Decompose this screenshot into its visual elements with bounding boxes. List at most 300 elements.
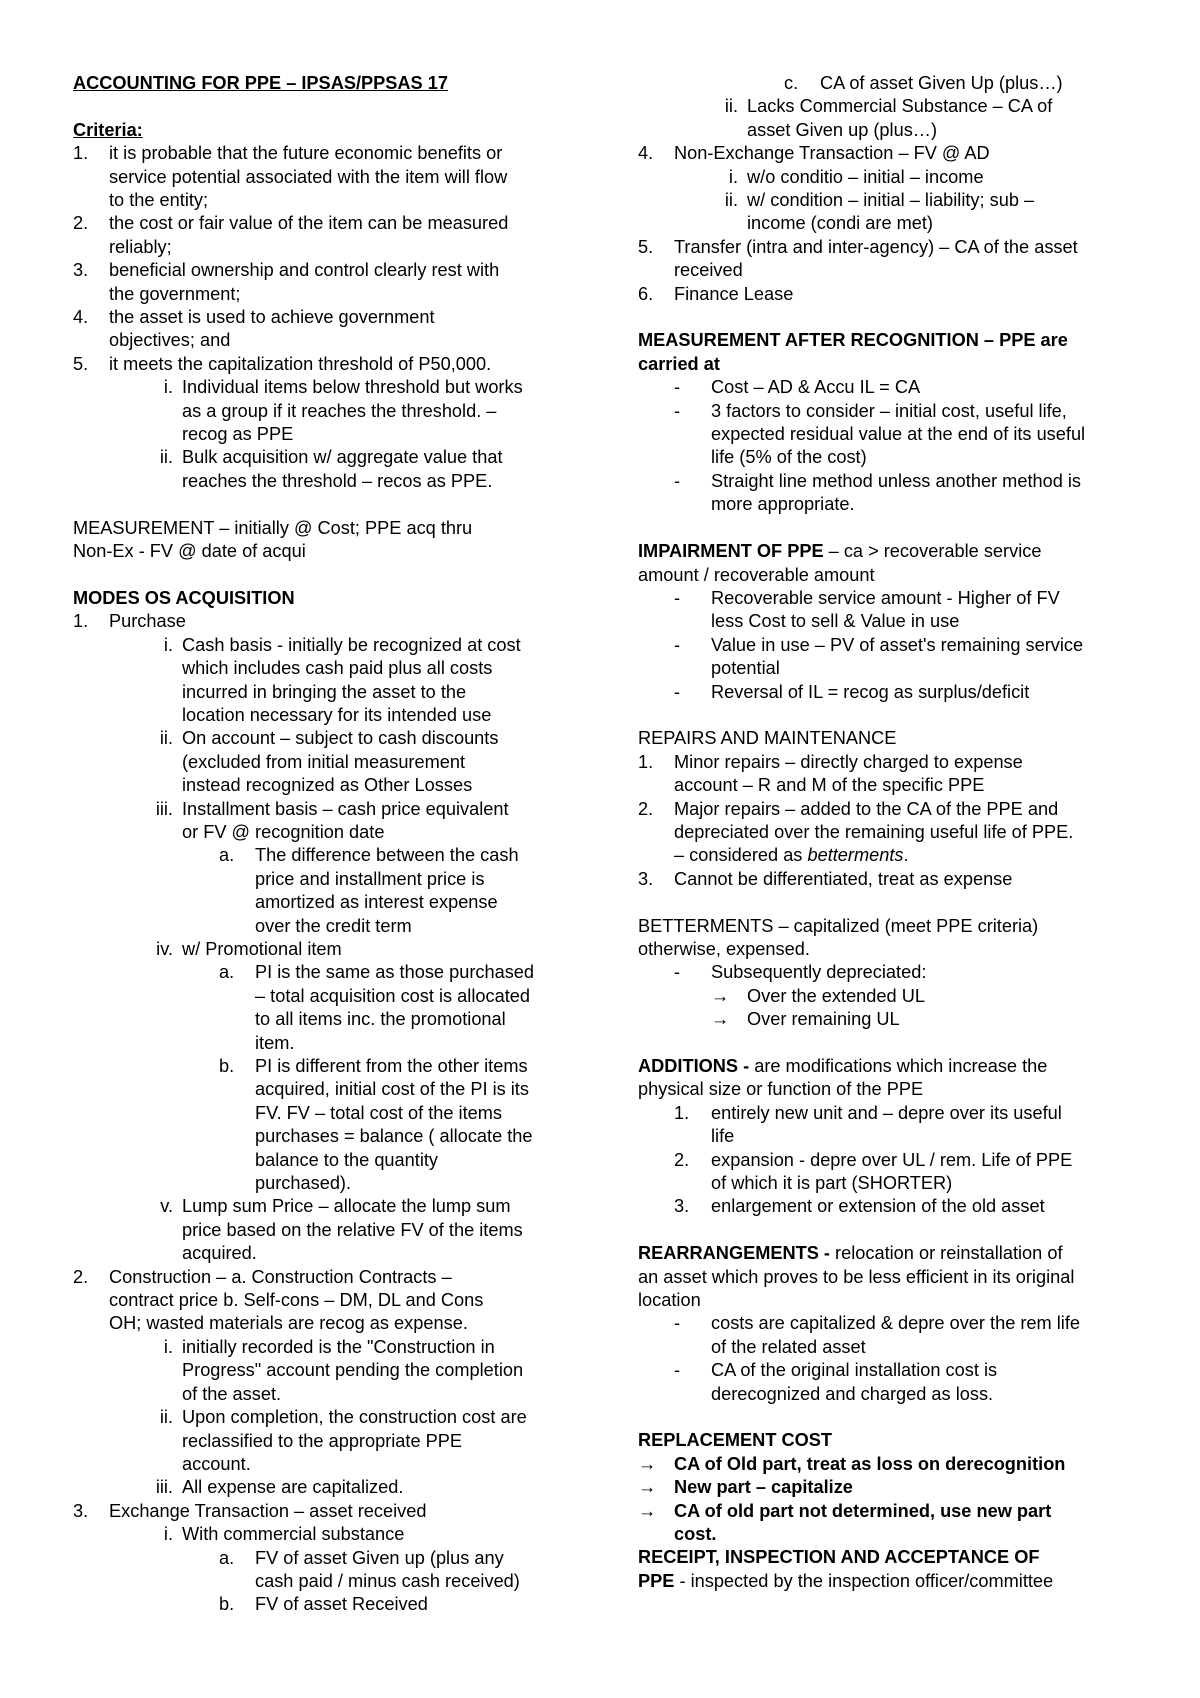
replacement-item-text: cost.	[674, 1524, 717, 1545]
construction-subitem-text: All expense are capitalized.	[182, 1477, 404, 1498]
repairs-item	[638, 798, 1138, 821]
purchase-subitem-continuation	[73, 751, 593, 774]
promo-subitem	[73, 961, 593, 984]
spacer	[73, 564, 593, 587]
lump-sum-item-continuation	[73, 1219, 593, 1242]
spacer	[638, 1219, 1138, 1242]
mar-item-text: Straight line method unless another method is	[711, 470, 1082, 491]
lacks-commercial-item	[638, 95, 1138, 118]
exchange-item-text: Exchange Transaction – asset received	[109, 1500, 427, 1521]
purchase-subitem-text: which includes cash paid plus all costs	[182, 658, 493, 679]
repairs-heading-text: REPAIRS AND MAINTENANCE	[638, 728, 897, 749]
nonexchange-subitem-text: income (condi are met)	[747, 213, 933, 234]
promo-subitem-continuation	[73, 1102, 593, 1125]
installment-subitem-text: The difference between the cash	[255, 845, 519, 866]
nonexchange-item-text: Non-Exchange Transaction – FV @ AD	[674, 143, 990, 164]
transfer-item-continuation	[638, 259, 1138, 282]
purchase-subitem-marker: iii.	[155, 798, 173, 819]
promo-subitem-marker: a.	[219, 962, 235, 983]
repairs-item-text: Cannot be differentiated, treat as expense	[674, 868, 1013, 889]
criteria-item	[73, 142, 593, 165]
criteria-item-text: service potential associated with the item will flow	[109, 166, 508, 187]
right-column	[638, 72, 1138, 1593]
promo-subitem-text: PI is the same as those purchased	[255, 962, 535, 983]
mar-item	[638, 470, 1138, 493]
betterments-text-span: otherwise, expensed.	[638, 938, 810, 959]
repairs-item	[638, 751, 1138, 774]
construction-subitem-marker: ii.	[159, 1407, 173, 1428]
construction-subitem-text: of the asset.	[182, 1383, 282, 1404]
nonexchange-item	[638, 142, 1138, 165]
additions-line-text: physical size or function of the PPE	[638, 1079, 924, 1100]
mar-heading-text: MEASUREMENT AFTER RECOGNITION – PPE are	[638, 330, 1068, 351]
additions-item-text: entirely new unit and – depre over its useful	[711, 1102, 1062, 1123]
purchase-item-marker: 1.	[73, 611, 89, 632]
promo-subitem-text: purchased).	[255, 1173, 352, 1194]
rearrangements-item-marker: -	[674, 1313, 681, 1334]
criteria-item	[73, 259, 593, 282]
impairment-heading-bold: IMPAIRMENT OF PPE	[638, 541, 824, 562]
betterments-text	[638, 938, 1138, 961]
exchange-item-marker: 3.	[73, 1500, 89, 1521]
additions-item	[638, 1195, 1138, 1218]
mar-item	[638, 400, 1138, 423]
purchase-subitem-text: instead recognized as Other Losses	[182, 775, 473, 796]
repairs-item-marker: 1.	[638, 751, 654, 772]
replacement-item-marker: →	[638, 1477, 657, 1498]
installment-subitem	[73, 844, 593, 867]
nonexchange-subitem-text: w/ condition – initial – liability; sub –	[747, 190, 1035, 211]
construction-subitem	[73, 1406, 593, 1429]
additions-item-marker: 3.	[674, 1196, 690, 1217]
criteria-item-text: to the entity;	[109, 190, 209, 211]
construction-subitem-text: initially recorded is the "Construction in	[182, 1336, 495, 1357]
mar-item-continuation	[638, 493, 1138, 516]
replacement-heading-text: REPLACEMENT COST	[638, 1430, 833, 1451]
criteria-item-text: it meets the capitalization threshold of P50,000.	[109, 353, 492, 374]
betterments-dash-item-marker: -	[674, 962, 681, 983]
mar-item-continuation	[638, 446, 1138, 469]
construction-subitem-continuation	[73, 1383, 593, 1406]
nonexchange-item-marker: 4.	[638, 143, 654, 164]
rearrangements-item	[638, 1312, 1138, 1335]
replacement-item-continuation	[638, 1523, 1138, 1546]
impairment-item-continuation	[638, 610, 1138, 633]
spacer	[73, 95, 593, 118]
mar-item-text: 3 factors to consider – initial cost, useful life,	[711, 400, 1067, 421]
promo-subitem-text: acquired, initial cost of the PI is its	[255, 1079, 529, 1100]
promo-subitem-continuation	[73, 1149, 593, 1172]
construction-subitem-text: Progress" account pending the completion	[182, 1360, 524, 1381]
installment-subitem-text: price and installment price is	[255, 868, 485, 889]
criteria-item-continuation	[73, 329, 593, 352]
additions-item	[638, 1149, 1138, 1172]
criteria-heading-text: Criteria:	[73, 119, 143, 140]
replacement-item	[638, 1453, 1138, 1476]
receipt-heading-text: RECEIPT, INSPECTION AND ACCEPTANCE OF	[638, 1547, 1040, 1568]
lump-sum-item-continuation	[73, 1242, 593, 1265]
mar-heading	[638, 353, 1138, 376]
exchange-item	[73, 1500, 593, 1523]
additions-item-text: enlargement or extension of the old asset	[711, 1196, 1045, 1217]
exchange-sub-subitem	[73, 1593, 593, 1616]
promo-subitem-text: balance to the quantity	[255, 1149, 439, 1170]
lacks-commercial-item-text: Lacks Commercial Substance – CA of	[747, 96, 1053, 117]
repairs-heading	[638, 727, 1138, 750]
impairment-item-text: Reversal of IL = recog as surplus/deficit	[711, 681, 1030, 702]
finance-lease-item-marker: 6.	[638, 283, 654, 304]
threshold-subitem-continuation	[73, 400, 593, 423]
repairs-item-continuation	[638, 774, 1138, 797]
exchange-sub-subitem-marker: a.	[219, 1547, 235, 1568]
lump-sum-item-text: acquired.	[182, 1243, 257, 1264]
purchase-item-text: Purchase	[109, 611, 186, 632]
installment-subitem-text: over the credit term	[255, 915, 412, 936]
page-title	[73, 72, 593, 95]
mar-heading	[638, 329, 1138, 352]
impairment-heading	[638, 540, 1138, 563]
lacks-commercial-item-text: asset Given up (plus…)	[747, 119, 938, 140]
criteria-item-text: reliably;	[109, 236, 172, 257]
promo-subitem-text: PI is different from the other items	[255, 1056, 528, 1077]
betterments-text	[638, 915, 1138, 938]
exchange-c-item-text: CA of asset Given Up (plus…)	[820, 73, 1063, 93]
betterments-arrow-item-text: Over remaining UL	[747, 1009, 900, 1030]
impairment-item-continuation	[638, 657, 1138, 680]
threshold-subitem-text: as a group if it reaches the threshold. –	[182, 400, 497, 421]
purchase-subitem-continuation	[73, 774, 593, 797]
impairment-heading-rest: – ca > recoverable service	[823, 541, 1042, 562]
replacement-heading	[638, 1429, 1138, 1452]
rearrangements-item-text: costs are capitalized & depre over the rem life	[711, 1313, 1080, 1334]
measurement-text-span: Non-Ex - FV @ date of acqui	[73, 541, 306, 562]
rearrangements-item-continuation	[638, 1383, 1138, 1406]
betterments-arrow-item-marker: →	[711, 1009, 730, 1030]
repairs-note-suffix: .	[903, 845, 909, 866]
rearrangements-heading-bold: REARRANGEMENTS -	[638, 1243, 830, 1264]
threshold-subitem-text: Individual items below threshold but works	[182, 377, 523, 398]
impairment-item-text: less Cost to sell & Value in use	[711, 611, 960, 632]
exchange-subitem-text: With commercial substance	[182, 1524, 405, 1545]
promo-item	[73, 938, 593, 961]
purchase-subitem-text: or FV @ recognition date	[182, 821, 385, 842]
installment-subitem-continuation	[73, 891, 593, 914]
purchase-subitem-text: location necessary for its intended use	[182, 704, 492, 725]
transfer-item	[638, 236, 1138, 259]
criteria-item	[73, 212, 593, 235]
threshold-subitem-text: reaches the threshold – recos as PPE.	[182, 470, 493, 491]
purchase-subitem	[73, 798, 593, 821]
impairment-line-text: amount / recoverable amount	[638, 564, 875, 585]
impairment-item	[638, 634, 1138, 657]
exchange-sub-subitem-text: FV of asset Received	[255, 1594, 428, 1615]
nonexchange-subitem	[638, 166, 1138, 189]
construction-subitem-text: Upon completion, the construction cost are	[182, 1407, 527, 1428]
replacement-item-marker: →	[638, 1453, 657, 1474]
nonexchange-subitem-marker: ii.	[724, 190, 738, 211]
promo-subitem-continuation	[73, 985, 593, 1008]
repairs-item-marker: 2.	[638, 798, 654, 819]
threshold-subitem-continuation	[73, 423, 593, 446]
criteria-item-marker: 3.	[73, 260, 89, 281]
modes-heading-text: MODES OS ACQUISITION	[73, 587, 295, 608]
threshold-subitem-continuation	[73, 470, 593, 493]
promo-item-marker: iv.	[156, 938, 173, 959]
additions-item-text: expansion - depre over UL / rem. Life of PPE	[711, 1149, 1073, 1170]
rearrangements-line	[638, 1289, 1138, 1312]
mar-item-text: Cost – AD & Accu IL = CA	[711, 377, 921, 398]
mar-heading-text: carried at	[638, 353, 720, 374]
betterments-dash-item-text: Subsequently depreciated:	[711, 962, 927, 983]
promo-subitem	[73, 1055, 593, 1078]
threshold-subitem	[73, 376, 593, 399]
mar-item	[638, 376, 1138, 399]
promo-subitem-text: – total acquisition cost is allocated	[255, 985, 530, 1006]
betterments-text-span: BETTERMENTS – capitalized (meet PPE criteria)	[638, 915, 1039, 936]
transfer-item-text: Transfer (intra and inter-agency) – CA of the asset	[674, 236, 1078, 257]
betterments-arrow-item	[638, 985, 1138, 1008]
criteria-item-text: the cost or fair value of the item can be measured	[109, 213, 509, 234]
exchange-subitem	[73, 1523, 593, 1546]
spacer	[638, 306, 1138, 329]
promo-subitem-continuation	[73, 1008, 593, 1031]
purchase-subitem-continuation	[73, 821, 593, 844]
purchase-item	[73, 610, 593, 633]
impairment-item-marker: -	[674, 634, 681, 655]
construction-item-marker: 2.	[73, 1266, 89, 1287]
replacement-item-text: New part – capitalize	[674, 1477, 853, 1498]
additions-heading	[638, 1055, 1138, 1078]
exchange-sub-subitem-text: FV of asset Given up (plus any	[255, 1547, 504, 1568]
construction-item-text: Construction – a. Construction Contracts –	[109, 1266, 452, 1287]
transfer-item-text: received	[674, 260, 743, 281]
betterments-arrow-item-text: Over the extended UL	[747, 985, 925, 1006]
promo-subitem-marker: b.	[219, 1056, 235, 1077]
additions-heading-rest: are modifications which increase the	[749, 1055, 1048, 1076]
threshold-subitem-marker: ii.	[159, 447, 173, 468]
exchange-sub-subitem-text: cash paid / minus cash received)	[255, 1570, 520, 1591]
rearrangements-item-continuation	[638, 1336, 1138, 1359]
receipt-rest: - inspected by the inspection officer/committee	[674, 1570, 1054, 1591]
purchase-subitem-marker: ii.	[159, 728, 173, 749]
page-title-text: ACCOUNTING FOR PPE – IPSAS/PPSAS 17	[73, 73, 448, 93]
criteria-item-text: the government;	[109, 283, 241, 304]
lacks-commercial-item-continuation	[638, 119, 1138, 142]
betterments-arrow-item-marker: →	[711, 985, 730, 1006]
measurement-text	[73, 540, 593, 563]
promo-subitem-text: item.	[255, 1032, 295, 1053]
threshold-subitem-text: recog as PPE	[182, 424, 294, 445]
impairment-item-text: Value in use – PV of asset's remaining service	[711, 634, 1084, 655]
nonexchange-subitem-text: w/o conditio – initial – income	[747, 166, 984, 187]
nonexchange-subitem	[638, 189, 1138, 212]
repairs-item-text: Minor repairs – directly charged to expense	[674, 751, 1023, 772]
construction-item-continuation	[73, 1312, 593, 1335]
transfer-item-marker: 5.	[638, 236, 654, 257]
purchase-subitem-text: On account – subject to cash discounts	[182, 728, 499, 749]
spacer	[638, 1406, 1138, 1429]
installment-subitem-continuation	[73, 915, 593, 938]
exchange-c-item	[638, 72, 1138, 95]
lump-sum-item-text: price based on the relative FV of the items	[182, 1219, 523, 1240]
promo-subitem-text: FV. FV – total cost of the items	[255, 1102, 502, 1123]
installment-subitem-continuation	[73, 868, 593, 891]
mar-item-marker: -	[674, 470, 681, 491]
repairs-betterments-note	[638, 844, 1138, 867]
lacks-commercial-item-marker: ii.	[724, 96, 738, 117]
receipt-bold: PPE	[638, 1570, 675, 1591]
lump-sum-item	[73, 1195, 593, 1218]
spacer	[638, 704, 1138, 727]
exchange-sub-subitem	[73, 1547, 593, 1570]
modes-heading	[73, 587, 593, 610]
rearrangements-heading-rest: relocation or reinstallation of	[829, 1243, 1063, 1264]
spacer	[638, 1032, 1138, 1055]
construction-subitem-continuation	[73, 1430, 593, 1453]
criteria-item	[73, 353, 593, 376]
construction-subitem-text: account.	[182, 1453, 251, 1474]
spacer	[638, 517, 1138, 540]
mar-item-marker: -	[674, 377, 681, 398]
threshold-subitem-marker: i.	[163, 377, 173, 398]
replacement-item-text: CA of Old part, treat as loss on derecognition	[674, 1453, 1066, 1474]
rearrangements-line-text: an asset which proves to be less efficient in its original	[638, 1266, 1075, 1287]
additions-line	[638, 1078, 1138, 1101]
impairment-item-marker: -	[674, 587, 681, 608]
purchase-subitem-continuation	[73, 657, 593, 680]
nonexchange-subitem-marker: i.	[728, 166, 738, 187]
mar-item-text: expected residual value at the end of its useful	[711, 424, 1086, 445]
purchase-subitem-continuation	[73, 704, 593, 727]
purchase-subitem	[73, 727, 593, 750]
construction-subitem-marker: i.	[163, 1336, 173, 1357]
promo-subitem-continuation	[73, 1078, 593, 1101]
criteria-item-continuation	[73, 283, 593, 306]
nonexchange-subitem-continuation	[638, 212, 1138, 235]
promo-item-text: w/ Promotional item	[182, 938, 342, 959]
finance-lease-item	[638, 283, 1138, 306]
mar-item-continuation	[638, 423, 1138, 446]
mar-item-text: life (5% of the cost)	[711, 447, 867, 468]
purchase-subitem	[73, 634, 593, 657]
repairs-item-marker: 3.	[638, 868, 654, 889]
replacement-item	[638, 1500, 1138, 1523]
additions-item-text: life	[711, 1126, 735, 1147]
replacement-item	[638, 1476, 1138, 1499]
finance-lease-item-text: Finance Lease	[674, 283, 794, 304]
purchase-subitem-text: Cash basis - initially be recognized at cost	[182, 634, 521, 655]
promo-subitem-text: purchases = balance ( allocate the	[255, 1126, 533, 1147]
mar-item-marker: -	[674, 400, 681, 421]
criteria-item-text: beneficial ownership and control clearly rest with	[109, 260, 500, 281]
repairs-note-prefix: – considered as	[674, 845, 808, 866]
impairment-item-text: Recoverable service amount - Higher of FV	[711, 587, 1060, 608]
criteria-item-marker: 2.	[73, 213, 89, 234]
betterments-arrow-item	[638, 1008, 1138, 1031]
purchase-subitem-marker: i.	[163, 634, 173, 655]
construction-subitem	[73, 1336, 593, 1359]
construction-subitem-continuation	[73, 1359, 593, 1382]
criteria-item-continuation	[73, 189, 593, 212]
rearrangements-item-text: CA of the original installation cost is	[711, 1360, 998, 1381]
rearrangements-item-text: of the related asset	[711, 1336, 866, 1357]
repairs-item-text: account – R and M of the specific PPE	[674, 775, 985, 796]
replacement-item-marker: →	[638, 1500, 657, 1521]
mar-item-text: more appropriate.	[711, 494, 855, 515]
repairs-item	[638, 868, 1138, 891]
construction-subitem	[73, 1476, 593, 1499]
promo-subitem-continuation	[73, 1032, 593, 1055]
impairment-line	[638, 564, 1138, 587]
purchase-subitem-text: Installment basis – cash price equivalent	[182, 798, 509, 819]
rearrangements-heading	[638, 1242, 1138, 1265]
impairment-item-marker: -	[674, 681, 681, 702]
promo-subitem-continuation	[73, 1172, 593, 1195]
spacer	[73, 493, 593, 516]
promo-subitem-continuation	[73, 1125, 593, 1148]
criteria-item-text: the asset is used to achieve government	[109, 307, 435, 328]
lump-sum-item-text: Lump sum Price – allocate the lump sum	[182, 1196, 511, 1217]
impairment-item	[638, 587, 1138, 610]
betterments-dash-item	[638, 961, 1138, 984]
additions-heading-bold: ADDITIONS -	[638, 1055, 750, 1076]
exchange-c-item-marker: c.	[784, 73, 799, 93]
purchase-subitem-text: incurred in bringing the asset to the	[182, 681, 467, 702]
criteria-item-marker: 1.	[73, 143, 89, 164]
construction-subitem-marker: iii.	[155, 1477, 173, 1498]
criteria-item-text: it is probable that the future economic benefits or	[109, 143, 503, 164]
repairs-item-text: Major repairs – added to the CA of the PPE and	[674, 798, 1059, 819]
additions-item-continuation	[638, 1125, 1138, 1148]
purchase-subitem-continuation	[73, 681, 593, 704]
criteria-item-continuation	[73, 166, 593, 189]
rearrangements-line-text: location	[638, 1290, 701, 1311]
spacer	[638, 891, 1138, 914]
construction-subitem-continuation	[73, 1453, 593, 1476]
promo-subitem-text: to all items inc. the promotional	[255, 1009, 506, 1030]
left-column	[73, 72, 593, 1617]
rearrangements-line	[638, 1266, 1138, 1289]
exchange-sub-subitem-continuation	[73, 1570, 593, 1593]
additions-item-marker: 2.	[674, 1149, 690, 1170]
lump-sum-item-marker: v.	[160, 1196, 173, 1217]
criteria-item-text: objectives; and	[109, 330, 231, 351]
additions-item-marker: 1.	[674, 1102, 690, 1123]
construction-item	[73, 1266, 593, 1289]
threshold-subitem	[73, 446, 593, 469]
criteria-item-marker: 5.	[73, 353, 89, 374]
construction-item-text: OH; wasted materials are recog as expense.	[109, 1313, 468, 1334]
impairment-item	[638, 681, 1138, 704]
rearrangements-item-marker: -	[674, 1360, 681, 1381]
criteria-item-continuation	[73, 236, 593, 259]
construction-subitem-text: reclassified to the appropriate PPE	[182, 1430, 463, 1451]
repairs-item-continuation	[638, 821, 1138, 844]
construction-item-text: contract price b. Self-cons – DM, DL and Cons	[109, 1290, 484, 1311]
additions-item-continuation	[638, 1172, 1138, 1195]
installment-subitem-text: amortized as interest expense	[255, 892, 498, 913]
receipt-line	[638, 1570, 1138, 1593]
measurement-text	[73, 517, 593, 540]
rearrangements-item	[638, 1359, 1138, 1382]
criteria-heading	[73, 119, 593, 142]
rearrangements-item-text: derecognized and charged as loss.	[711, 1383, 994, 1404]
measurement-text-span: MEASUREMENT – initially @ Cost; PPE acq thru	[73, 517, 473, 538]
exchange-sub-subitem-marker: b.	[219, 1594, 235, 1615]
purchase-subitem-text: (excluded from initial measurement	[182, 751, 466, 772]
additions-item	[638, 1102, 1138, 1125]
repairs-item-text: depreciated over the remaining useful life of PPE.	[674, 821, 1074, 842]
